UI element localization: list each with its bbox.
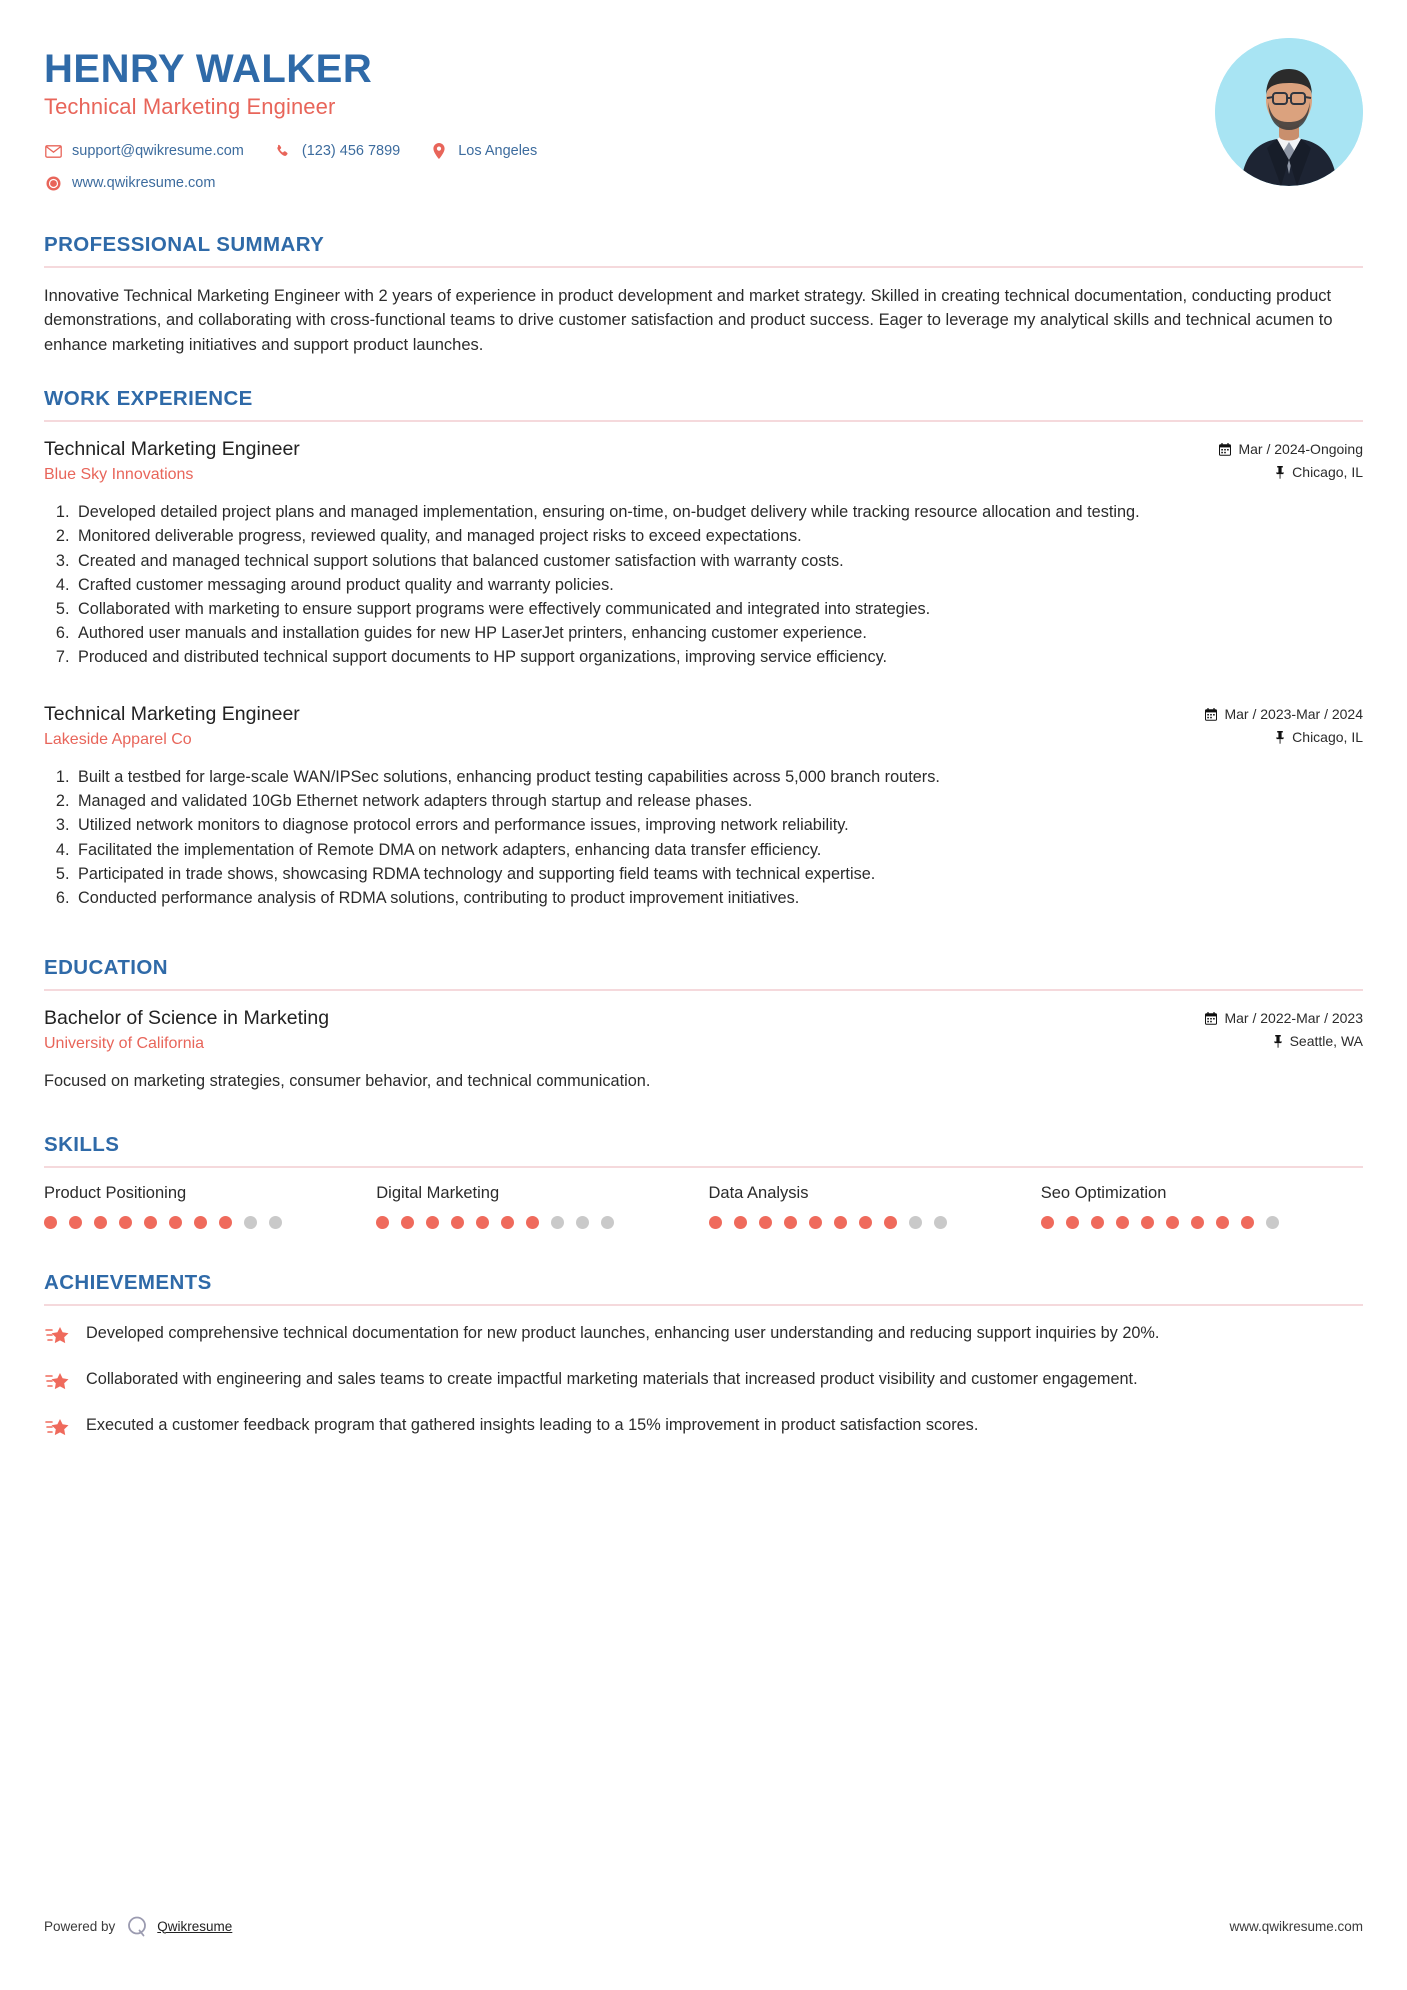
skill-dot-filled [1091, 1216, 1104, 1229]
section-divider [44, 266, 1363, 268]
contact-location-text: Los Angeles [458, 143, 538, 159]
footer-website: www.qwikresume.com [1229, 1918, 1363, 1934]
footer-branding [44, 1914, 232, 1938]
work-entry-bullets [44, 501, 1363, 669]
bullet-item: 3. Created and managed technical support solutions that balanced customer satisfaction with warranty costs. [74, 550, 1363, 573]
work-entry-organization: Blue Sky Innovations [44, 466, 194, 484]
section-skills [44, 1133, 1363, 1229]
bullet-item: 4. Crafted customer messaging around product quality and warranty policies. [74, 574, 1363, 597]
section-work-experience [44, 387, 1363, 910]
work-entry-header [44, 703, 1363, 752]
work-entry [44, 438, 1363, 669]
work-entry-location: Chicago, IL [1292, 464, 1363, 481]
education-location-line [1205, 1033, 1363, 1049]
phone-icon [274, 142, 292, 160]
bullet-item: 2. Managed and validated 10Gb Ethernet network adapters through startup and release phases. [74, 790, 1363, 813]
contact-phone[interactable] [274, 142, 400, 160]
contact-email[interactable] [44, 142, 244, 160]
bullet-item: 5. Collaborated with marketing to ensure support programs were effectively communicated and integrated into strategies. [74, 598, 1363, 621]
section-professional-summary [44, 233, 1363, 357]
bullet-item: 3. Utilized network monitors to diagnose protocol errors and performance issues, improving network reliability. [74, 814, 1363, 837]
skill-dot-filled [194, 1216, 207, 1229]
section-title-work-experience: WORK EXPERIENCE [44, 387, 253, 411]
skill-dot-filled [1116, 1216, 1129, 1229]
section-title-achievements: ACHIEVEMENTS [44, 1271, 212, 1295]
skill-dot-filled [1041, 1216, 1054, 1229]
calendar-icon [1219, 443, 1231, 456]
skill-dot-empty [934, 1216, 947, 1229]
skill-dot-filled [759, 1216, 772, 1229]
skill-dot-filled [1241, 1216, 1254, 1229]
star-badge-icon [44, 1368, 74, 1396]
work-entry-role: Technical Marketing Engineer [44, 438, 300, 461]
skill-rating [44, 1216, 366, 1229]
skill-dot-filled [144, 1216, 157, 1229]
education-institution: University of California [44, 1035, 205, 1053]
contact-location [430, 142, 537, 160]
work-entry-dates-line [1219, 441, 1363, 457]
skills-grid [44, 1184, 1363, 1229]
work-entry-bullets [44, 766, 1363, 910]
skill-dot-filled [219, 1216, 232, 1229]
contact-email-text: support@qwikresume.com [72, 143, 244, 159]
section-title-professional-summary: PROFESSIONAL SUMMARY [44, 233, 325, 256]
education-dates-line [1205, 1010, 1363, 1026]
achievement-text: Collaborated with engineering and sales teams to create impactful marketing materials that increased product visibility and customer engagement. [86, 1370, 1138, 1389]
section-title-education: EDUCATION [44, 956, 168, 980]
skill-dot-filled [119, 1216, 132, 1229]
work-entry-location-line [1205, 729, 1363, 745]
pushpin-icon [1275, 731, 1285, 744]
skill-item [44, 1184, 366, 1229]
candidate-job-title: Technical Marketing Engineer [44, 94, 336, 119]
contact-website[interactable] [44, 174, 215, 192]
skill-rating [709, 1216, 1031, 1229]
bullet-item: 4. Facilitated the implementation of Remote DMA on network adapters, enhancing data transfer efficiency. [74, 839, 1363, 862]
skill-rating [1041, 1216, 1363, 1229]
pushpin-icon [1273, 1035, 1283, 1048]
skill-rating [376, 1216, 698, 1229]
section-divider [44, 420, 1363, 422]
globe-icon [44, 174, 62, 192]
skill-dot-empty [269, 1216, 282, 1229]
skill-dot-empty [551, 1216, 564, 1229]
skill-dot-filled [526, 1216, 539, 1229]
skill-dot-filled [376, 1216, 389, 1229]
skill-dot-filled [834, 1216, 847, 1229]
skill-label: Seo Optimization [1040, 1184, 1167, 1203]
education-description: Focused on marketing strategies, consumer behavior, and technical communication. [44, 1072, 651, 1091]
powered-by-label: Powered by [44, 1918, 116, 1934]
skill-label: Digital Marketing [376, 1184, 500, 1203]
skill-dot-filled [44, 1216, 57, 1229]
section-achievements [44, 1271, 1363, 1442]
bullet-item: 7. Produced and distributed technical support documents to HP support organizations, improving service efficiency. [74, 646, 1363, 669]
work-entry-dates: Mar / 2024-Ongoing [1238, 441, 1363, 458]
skill-dot-filled [784, 1216, 797, 1229]
star-badge-icon [44, 1414, 74, 1442]
avatar [1215, 38, 1363, 186]
skill-item [709, 1184, 1031, 1229]
qwikresume-logo-icon [125, 1914, 149, 1938]
bullet-item: 1. Developed detailed project plans and managed implementation, ensuring on-time, on-budget delivery while tracking resource allocation and testing. [74, 501, 1363, 524]
skill-dot-filled [734, 1216, 747, 1229]
contact-website-text: www.qwikresume.com [72, 175, 216, 191]
skill-dot-empty [601, 1216, 614, 1229]
bullet-item: 6. Authored user manuals and installation guides for new HP LaserJet printers, enhancing customer experience. [74, 622, 1363, 645]
achievement-item [44, 1322, 1363, 1350]
star-badge-icon [44, 1322, 74, 1350]
achievement-item [44, 1368, 1363, 1396]
skill-dot-empty [244, 1216, 257, 1229]
education-location: Seattle, WA [1289, 1033, 1363, 1050]
skill-dot-filled [401, 1216, 414, 1229]
calendar-icon [1205, 708, 1217, 721]
section-education [44, 956, 1363, 1093]
skill-dot-filled [884, 1216, 897, 1229]
resume-header [44, 0, 1363, 203]
section-divider [44, 1166, 1363, 1168]
education-entry-meta [1205, 1007, 1363, 1056]
skill-item [1041, 1184, 1363, 1229]
section-divider [44, 1304, 1363, 1306]
skill-dot-filled [709, 1216, 722, 1229]
education-degree: Bachelor of Science in Marketing [44, 1007, 330, 1030]
skill-dot-filled [1141, 1216, 1154, 1229]
work-entry-dates: Mar / 2023-Mar / 2024 [1224, 706, 1363, 723]
skill-dot-filled [169, 1216, 182, 1229]
skill-dot-empty [1266, 1216, 1279, 1229]
skill-dot-filled [476, 1216, 489, 1229]
email-icon [44, 142, 62, 160]
contact-phone-text: (123) 456 7899 [301, 143, 401, 159]
skill-dot-empty [576, 1216, 589, 1229]
skill-dot-filled [859, 1216, 872, 1229]
education-entry-left [44, 1007, 1205, 1053]
pushpin-icon [1275, 466, 1285, 479]
contact-row-primary [44, 142, 1363, 160]
work-entry-location: Chicago, IL [1292, 729, 1363, 746]
skill-dot-filled [69, 1216, 82, 1229]
page-footer [44, 1914, 1363, 1938]
work-entry-header [44, 438, 1363, 487]
skill-dot-filled [94, 1216, 107, 1229]
candidate-name: HENRY WALKER [44, 47, 373, 91]
achievement-item [44, 1414, 1363, 1442]
work-entry-left [44, 703, 1205, 749]
education-dates: Mar / 2022-Mar / 2023 [1224, 1010, 1363, 1027]
skill-dot-filled [501, 1216, 514, 1229]
achievement-text: Executed a customer feedback program that gathered insights leading to a 15% improvement in product satisfaction scores. [86, 1416, 979, 1435]
calendar-icon [1205, 1012, 1217, 1025]
avatar-photo [1215, 38, 1363, 186]
contact-row-secondary [44, 174, 1363, 192]
work-entry-organization: Lakeside Apparel Co [44, 731, 192, 749]
work-entry-meta [1219, 438, 1363, 487]
bullet-item: 2. Monitored deliverable progress, reviewed quality, and managed project risks to exceed expectations. [74, 525, 1363, 548]
skill-label: Data Analysis [708, 1184, 809, 1203]
skill-dot-filled [1166, 1216, 1179, 1229]
achievement-text: Developed comprehensive technical documentation for new product launches, enhancing user understanding and reducing support inquiries by 20%. [86, 1324, 1160, 1343]
education-entry [44, 1007, 1363, 1093]
education-entry-header [44, 1007, 1363, 1056]
skill-item [376, 1184, 698, 1229]
work-entry-dates-line [1205, 706, 1363, 722]
skill-dot-filled [426, 1216, 439, 1229]
qwikresume-brand-link[interactable]: Qwikresume [157, 1918, 233, 1934]
work-entry [44, 703, 1363, 910]
location-pin-icon [430, 142, 448, 160]
bullet-item: 6. Conducted performance analysis of RDMA solutions, contributing to product improvement initiatives. [74, 887, 1363, 910]
skill-dot-filled [1066, 1216, 1079, 1229]
skill-dot-filled [451, 1216, 464, 1229]
section-title-skills: SKILLS [44, 1133, 120, 1157]
bullet-item: 1. Built a testbed for large-scale WAN/IPSec solutions, enhancing product testing capabilities across 5,000 branch routers. [74, 766, 1363, 789]
professional-summary-text: Innovative Technical Marketing Engineer with 2 years of experience in product development and market strategy. Skilled in creating technical documentation, conducting product demonstrations, and collaborating with cross-functional teams to drive customer satisfaction and product success. Eager to leverage my analytical skills and technical acumen to enhance marketing initiatives and support product launches. [44, 287, 1333, 354]
skill-label: Product Positioning [44, 1184, 187, 1203]
skill-dot-filled [1191, 1216, 1204, 1229]
bullet-item: 5. Participated in trade shows, showcasing RDMA technology and supporting field teams with technical expertise. [74, 863, 1363, 886]
work-entry-meta [1205, 703, 1363, 752]
skill-dot-filled [809, 1216, 822, 1229]
work-entry-location-line [1219, 464, 1363, 480]
work-entry-role: Technical Marketing Engineer [44, 703, 300, 726]
skill-dot-filled [1216, 1216, 1229, 1229]
work-entry-left [44, 438, 1219, 484]
section-divider [44, 989, 1363, 991]
skill-dot-empty [909, 1216, 922, 1229]
